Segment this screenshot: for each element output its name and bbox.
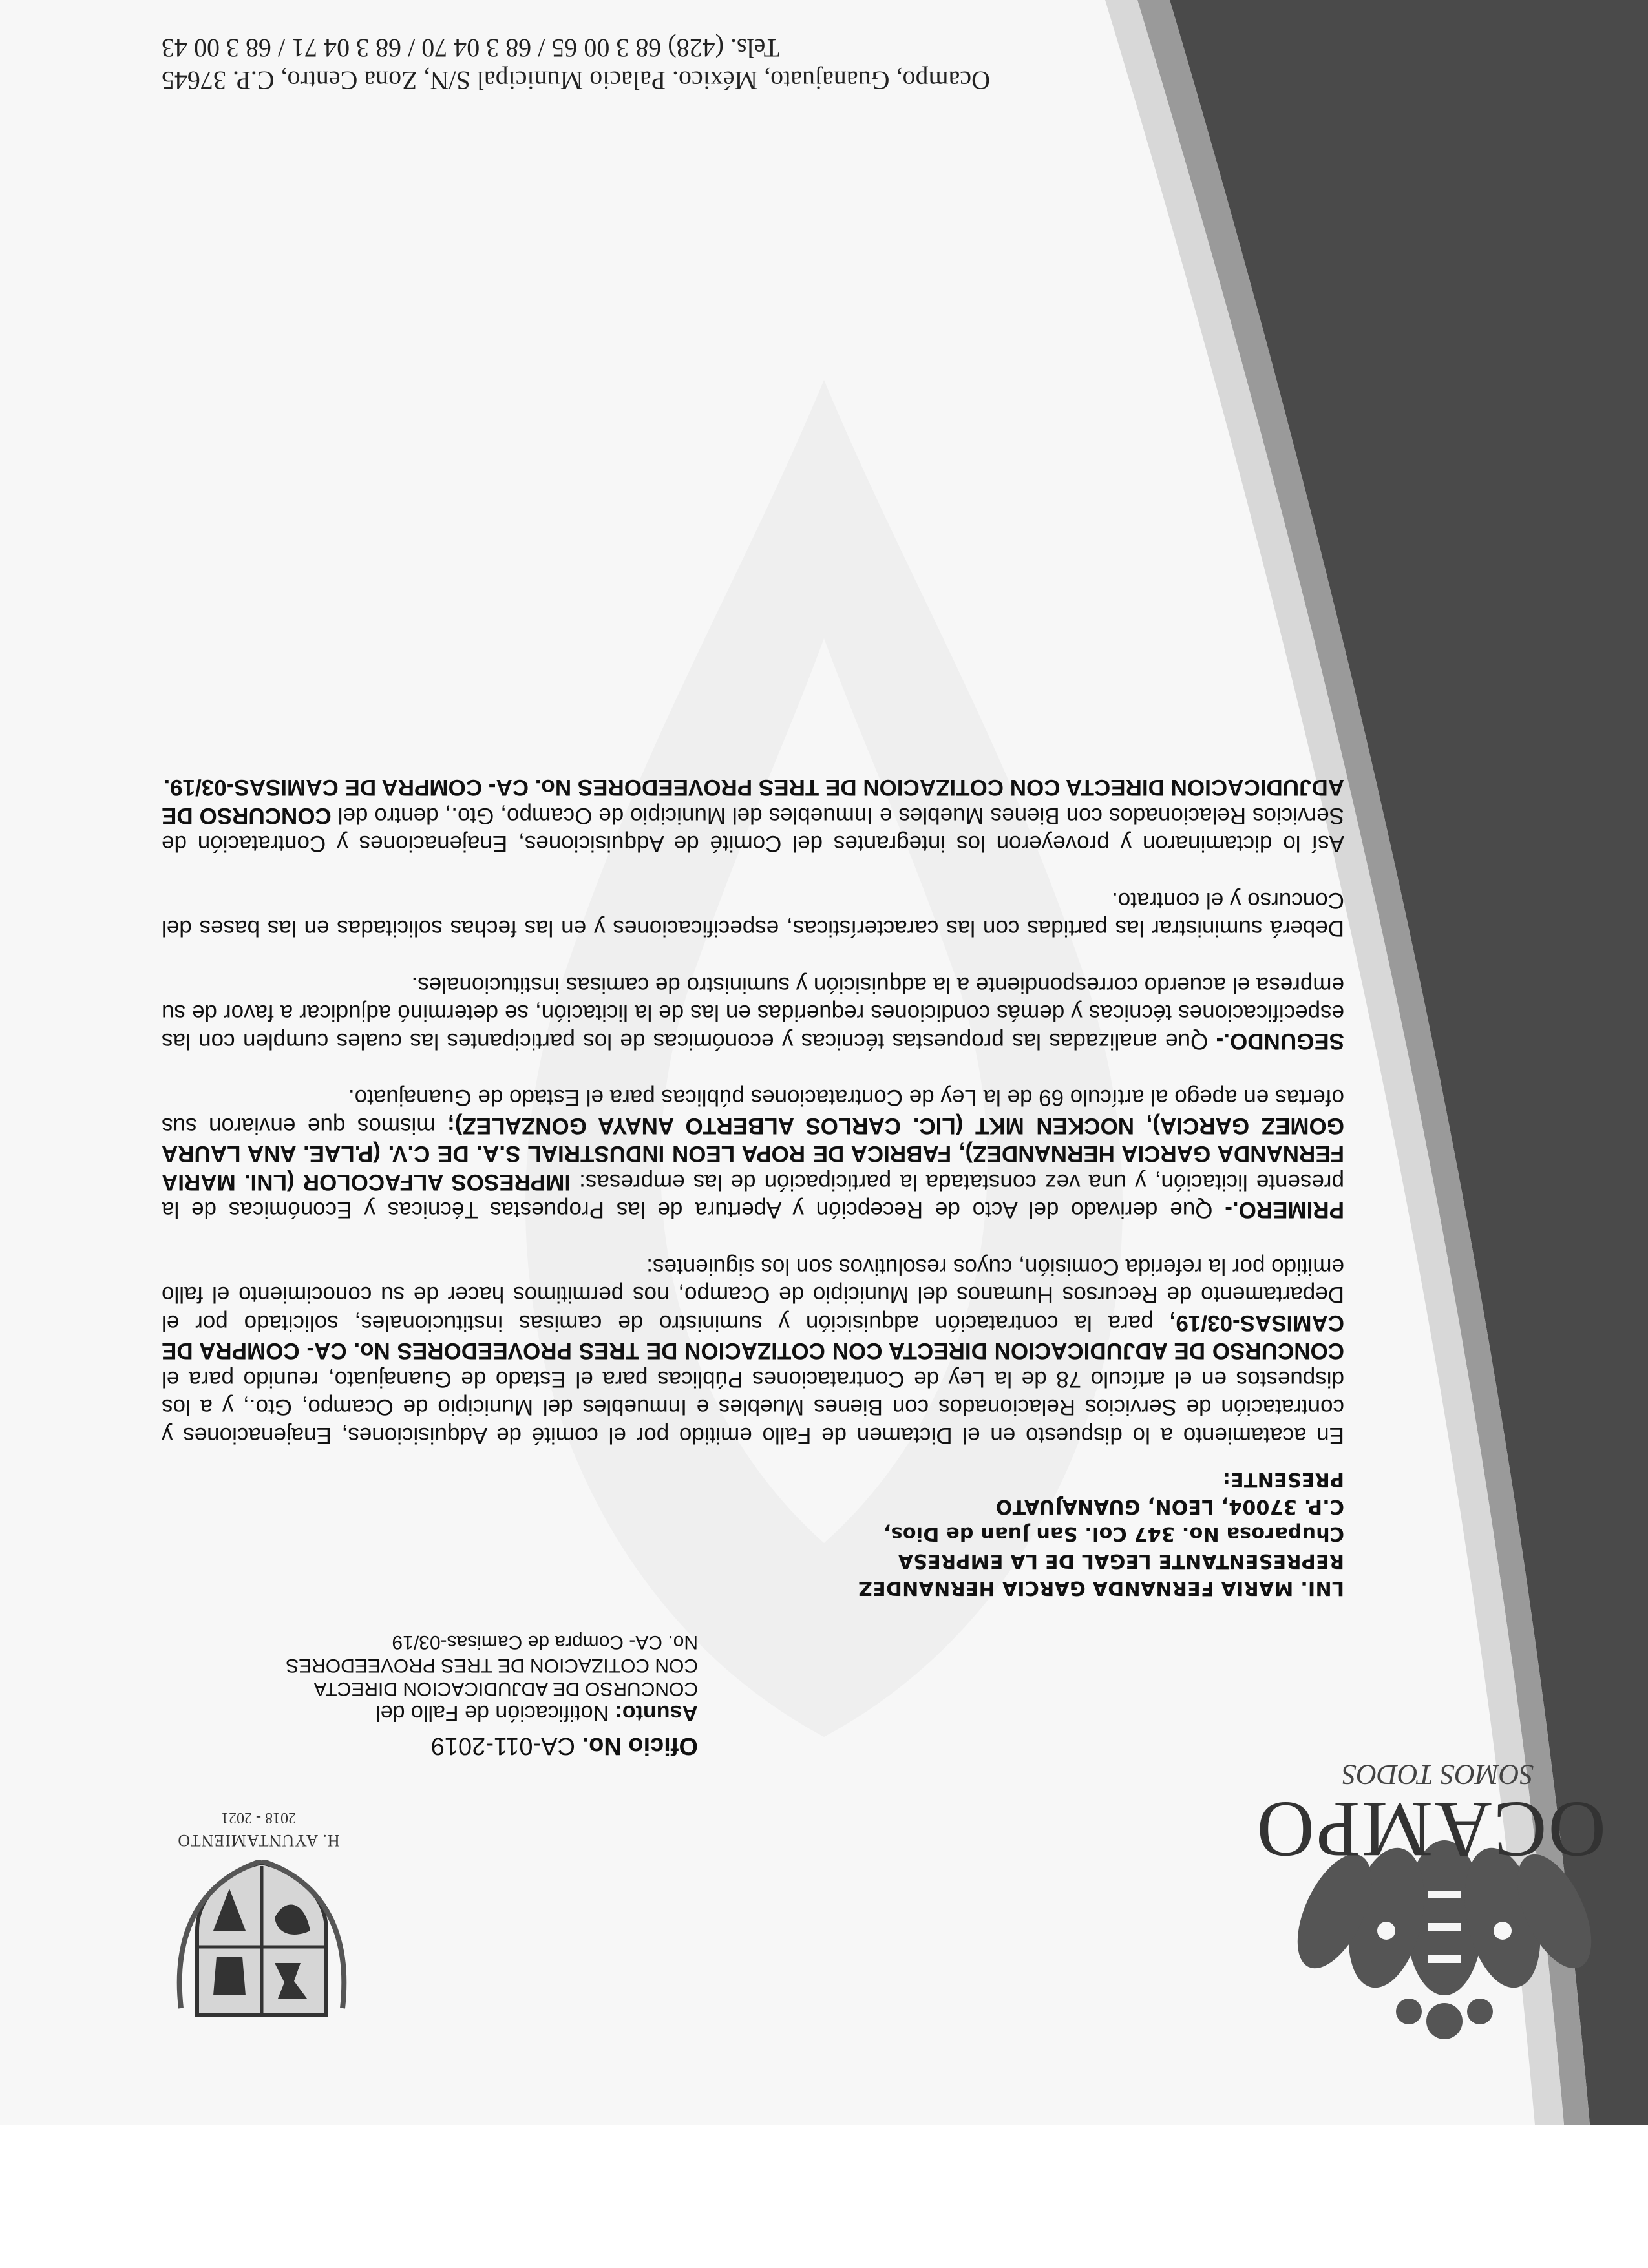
paragraph-closing (162, 773, 1344, 858)
paragraph-text: Que derivado del Acto de Recepción y Apertura de las Propuestas Técnicas y Económicas de la presente licitación, y una vez constatada la participación de las empresas: (162, 1170, 1344, 1223)
paragraph-text: para la contratación adquisición y suministro de camisas institucionales, solicitado por el Departamento de Recursos Humanos del Municipio de Ocampo, nos permitimos hacer de su conocimiento el fallo emitido por la referida Comisión, cuyos resolutivos son los siguientes: (162, 1254, 1344, 1336)
paragraph-emphasis: CONCURSO DE ADJUDICACION DIRECTA CON COTIZACION DE TRES PROVEEDORES No. CA- COMPRA DE CAMISAS-03/19. (162, 775, 1344, 828)
paragraph-emphasis: CONCURSO DE ADJUDICACION DIRECTA CON COTIZACION DE TRES PROVEEDORES No. CA- COMPRA DE CAMISAS-03/19, (162, 1310, 1344, 1364)
paragraph-text: Así lo dictaminaron y proveyeron los integrantes del Comité de Adquisiciones, Enajenaciones y Contratación de Servicios Relacionados con Bienes Muebles e Inmuebles del Municipio de Ocampo, Gto., dentro del (162, 803, 1344, 857)
paragraph-primero (162, 1084, 1344, 1224)
ayuntamiento-label: H. AYUNTAMIENTO (177, 1831, 340, 1850)
paragraph-emphasis: IMPRESOS ALFACOLOR (LNI. MARIA FERNANDA GARCIA HERNANDEZ), FABRICA DE ROPA LEON INDUSTRIAL S.A. DE C.V. (P.LAE. ANA LAURA GOMEZ GARCIA), NOCKEN MKT (LIC. CARLOS ALBERTO ANAYA GONZALEZ); (162, 1113, 1344, 1195)
letter-body (162, 745, 1344, 1449)
resolutivo-label: SEGUNDO.- (1216, 1029, 1344, 1054)
oficio-line (168, 1732, 698, 1759)
brand-tagline: SOMOS TODOS (1342, 1759, 1534, 1790)
brand-name: OCAMPO (1255, 1785, 1606, 1874)
addressee-city: C.P. 37004, LEON, GUANAJUATO (995, 1495, 1344, 1518)
ayuntamiento-period: 2018 - 2021 (221, 1809, 296, 1826)
addressee-block (375, 1465, 1344, 1601)
addressee-salutation: PRESENTE: (1222, 1468, 1344, 1491)
paragraph-text: Que analizadas las propuestas técnicas y económicas de los participantes las cuales cumplen con las especificaciones técnicas y demás condiciones requeridas en las de la licitación, se determinó adjudicar a favor de su empresa el acuerdo correspondiente a la adquisición y suministro de camisas institucionales. (162, 972, 1344, 1054)
footer-phones: Tels. (428) 68 3 00 65 / 68 3 04 70 / 68 3 04 71 / 68 3 00 43 (162, 34, 780, 63)
asunto-line (168, 1700, 698, 1725)
oficio-block (168, 1630, 698, 1759)
asunto-text: Notificación de Fallo del (375, 1701, 609, 1725)
paragraph-segundo (162, 971, 1344, 1056)
paragraph-intro (162, 1253, 1344, 1450)
scanner-bed-margin (0, 2125, 1648, 2268)
asunto-label: Asunto: (615, 1701, 698, 1725)
footer-address: Ocampo, Guanajuato, México. Palacio Municipal S/N, Zona Centro, C.P. 37645 (162, 66, 991, 95)
addressee-role: REPRESENTANTE LEGAL DE LA EMPRESA (898, 1549, 1344, 1572)
addressee-name: LNI. MARIA FERNANDA GARCIA HERNANDEZ (858, 1577, 1344, 1599)
paragraph-text: En acatamiento a lo dispuesto en el Dictamen de Fallo emitido por el comité de Adquisiciones, Enajenaciones y contratación de Servicios Relacionados con Bienes Muebles e Inmuebles del Municipio de Ocampo, Gto., y a los dispuestos en el artículo 78 de la Ley de Contrataciones Públicas para el Estado de Guanajuato, reunido para el (162, 1367, 1344, 1448)
asunto-subline: CON COTIZACION DE TRES PROVEEDORES (286, 1655, 698, 1676)
resolutivo-label: PRIMERO.- (1225, 1197, 1344, 1223)
oficio-number: CA-011-2019 (430, 1732, 575, 1759)
paragraph-delivery: Deberá suministrar las partidas con las características, especificaciones y en las fechas solicitadas en las bases del Concurso y el contrato. (162, 888, 1344, 941)
paragraph-text: mismos que enviaron sus ofertas en apego al artículo 69 de la Ley de Contrataciones públicas para el Estado de Guanajuato. (162, 1085, 1344, 1139)
asunto-subline: No. CA- Compra de Camisas-03/19 (392, 1632, 698, 1653)
coat-of-arms-icon (174, 1860, 349, 2028)
oficio-label: Oficio No. (582, 1732, 698, 1759)
addressee-street: Chuparosa No. 347 Col. San Juan de Dios, (883, 1522, 1344, 1545)
asunto-subline: CONCURSO DE ADJUDICACION DIRECTA (313, 1678, 698, 1699)
